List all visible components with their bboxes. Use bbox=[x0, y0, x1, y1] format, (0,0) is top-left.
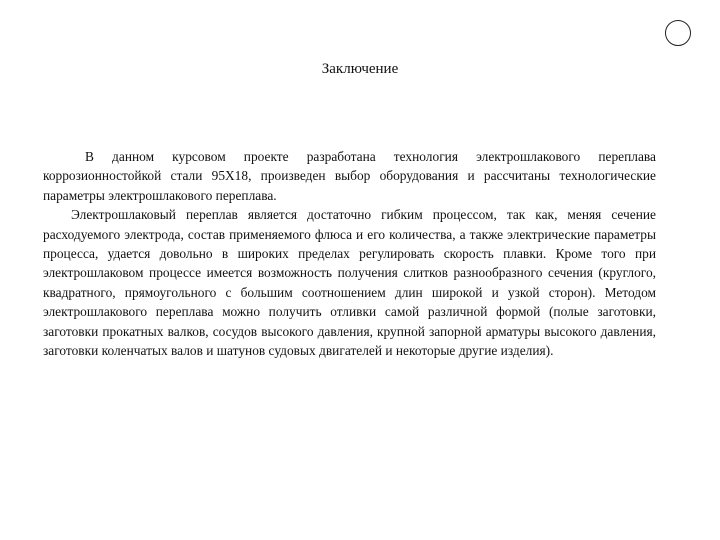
conclusion-body bbox=[43, 147, 656, 360]
paragraph: В данном курсовом проекте разработана технология электрошлакового переплава коррозионностойкой стали 95Х18, произведен выбор оборудования и рассчитаны технологические параметры электрошлакового переплава. bbox=[43, 149, 656, 203]
page-title: Заключение bbox=[321, 61, 399, 77]
paragraph: Электрошлаковый переплав является достаточно гибким процессом, так как, меняя сечение расходуемого электрода, состав применяемого флюса и его количества, а также электрические параметры процесса, удается довольно в широких пределах регулировать скорость плавки. Кроме того при электрошлаковом процессе имеется возможность получения слитков разнообразного сечения (круглого, квадратного, прямоугольного с большим соотношением длин широкой и узкой сторон). Методом электрошлакового переплава можно получить отливки самой различной формой (полые заготовки, заготовки прокатных валков, сосудов высокого давления, крупной запорной арматуры высокого давления, заготовки коленчатых валов и шатунов судовых двигателей и некоторые другие изделия). bbox=[43, 207, 656, 359]
page-corner-circle bbox=[665, 20, 691, 46]
